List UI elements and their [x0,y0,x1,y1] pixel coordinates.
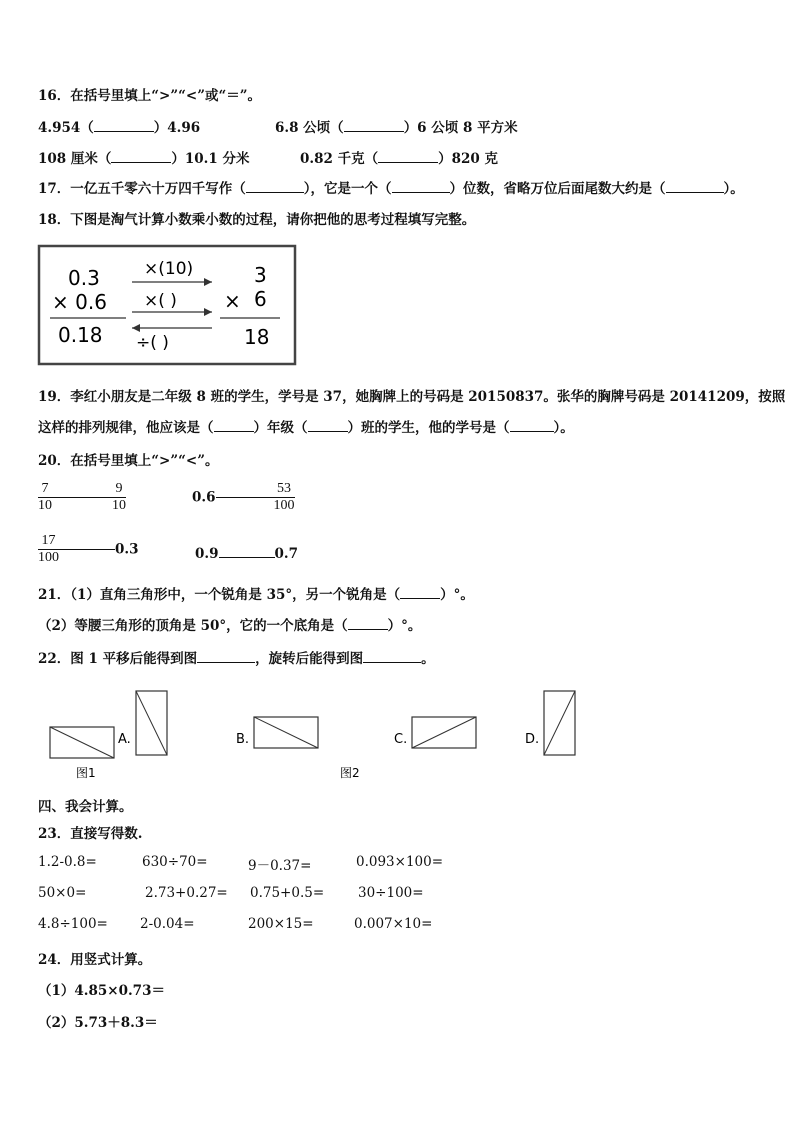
q18-diagram [36,242,300,368]
fraction: $\frac{17}{100}$ [38,533,59,565]
answer-blank[interactable] [197,662,255,663]
option-b-diagonal [254,717,318,748]
answer-blank[interactable] [344,131,404,132]
fraction: $\frac{7}{10}$ [38,481,52,513]
q21-part2: （2）等腰三角形的顶角是 50°，它的一个底角是（ ）°。 [38,618,422,634]
times-sign: × [224,289,241,313]
answer-blank[interactable] [348,629,388,630]
answer-blank[interactable] [378,162,438,163]
q20-item-b: 0.6 $\frac{53}{100}$ [192,481,295,513]
q20-item-a [38,481,126,514]
answer-blank[interactable] [392,192,450,193]
q16-item-c: 108 厘米（ ）10.1 分米 [38,151,250,167]
option-b-label[interactable]: B. [236,732,250,747]
q23-r1-c3: 30÷100= [358,885,424,901]
figure1-diagonal [50,727,114,758]
figure1-label: 图1 [76,766,96,780]
arrow2-label: ×( ) [144,291,177,311]
section4-heading: 四、我会计算。 [38,799,133,815]
q24-item2: （2）5.73＋8.3＝ [38,1015,158,1031]
q21-part1: 21．（1）直角三角形中，一个锐角是 35°，另一个锐角是（ ）°。 [38,587,474,603]
answer-blank[interactable] [219,557,275,558]
figure2-label: 图2 [340,766,360,780]
answer-blank[interactable] [111,162,171,163]
fraction: $\frac{9}{10}$ [112,481,126,513]
q22-figures [40,685,600,785]
answer-blank[interactable] [510,431,554,432]
answer-blank[interactable] [59,549,115,550]
fraction: $\frac{53}{100}$ [273,481,295,513]
q20-title: 20．在括号里填上“>”“<”。 [38,453,219,469]
arrow3-label: ÷( ) [136,333,169,353]
q23-r0-c3: 0.093×100= [356,854,444,870]
q20-item-c: $\frac{17}{100}$ 0.3 [38,533,139,565]
q16-item-a: 4.954（ ）4.96 [38,120,201,136]
q23-r2-c3: 0.007×10= [354,916,433,932]
q23-r1-c2: 0.75+0.5= [250,885,325,901]
q19-line2: 这样的排列规律，他应该是（ ）年级（ ）班的学生，他的学号是（ ）。 [38,420,574,436]
arrow1-head [204,278,212,286]
option-c-diagonal [412,717,476,748]
q23-r2-c2: 200×15= [248,916,314,932]
q17-question: 17．一亿五千零六十万四千写作（ ），它是一个（ ）位数，省略万位后面尾数大约是（ ）。 [38,181,744,197]
answer-blank[interactable] [94,131,154,132]
option-d-label[interactable]: D. [525,732,540,747]
arrow2-head [204,308,212,316]
answer-blank[interactable] [363,662,421,663]
answer-blank[interactable] [666,192,724,193]
q23-r1-c0: 50×0= [38,885,87,901]
q23-r2-c1: 2-0.04= [140,916,195,932]
q23-r1-c1: 2.73+0.27= [145,885,228,901]
q23-r2-c0: 4.8÷100= [38,916,108,932]
q24-title: 24．用竖式计算。 [38,952,152,968]
answer-blank[interactable] [52,497,112,498]
q16-item-b: 6.8 公顷（ ）6 公顷 8 平方米 [275,120,518,136]
option-a-diagonal [136,691,167,755]
answer-blank[interactable] [216,497,274,498]
q16-item-d: 0.82 千克（ ）820 克 [300,151,498,167]
q22-question: 22．图 1 平移后能得到图 ，旋转后能得到图 。 [38,651,435,667]
answer-blank[interactable] [308,431,348,432]
int1: 3 [254,263,267,287]
q18-title: 18．下图是淘气计算小数乘小数的过程，请你把他的思考过程填写完整。 [38,212,476,228]
factor1: 0.3 [68,266,100,290]
q23-title: 23．直接写得数. [38,826,143,842]
product: 0.18 [58,323,103,347]
answer-blank[interactable] [400,598,440,599]
q23-r0-c0: 1.2-0.8= [38,854,97,870]
int2: 6 [254,287,267,311]
q19-line1: 19．李红小朋友是二年级 8 班的学生，学号是 37，她胸牌上的号码是 20150837。张华的胸牌号码是 20141209，按照 [38,389,786,405]
option-a-label[interactable]: A. [118,732,131,747]
q23-r0-c2: 9－0.37= [248,858,312,874]
arrow3-head [132,324,140,332]
answer-blank[interactable] [246,192,304,193]
arrow1-label: ×(10) [144,259,194,279]
q23-r0-c1: 630÷70= [142,854,208,870]
option-d-diagonal [544,691,575,755]
factor2: × 0.6 [52,290,107,314]
q20-item-d: 0.9 0.7 [195,546,298,562]
option-c-label[interactable]: C. [394,732,408,747]
answer-blank[interactable] [214,431,254,432]
q24-item1: （1）4.85×0.73＝ [38,983,165,999]
q16-title: 16．在括号里填上“>”“<”或“＝”。 [38,88,262,104]
int-product: 18 [244,325,270,349]
